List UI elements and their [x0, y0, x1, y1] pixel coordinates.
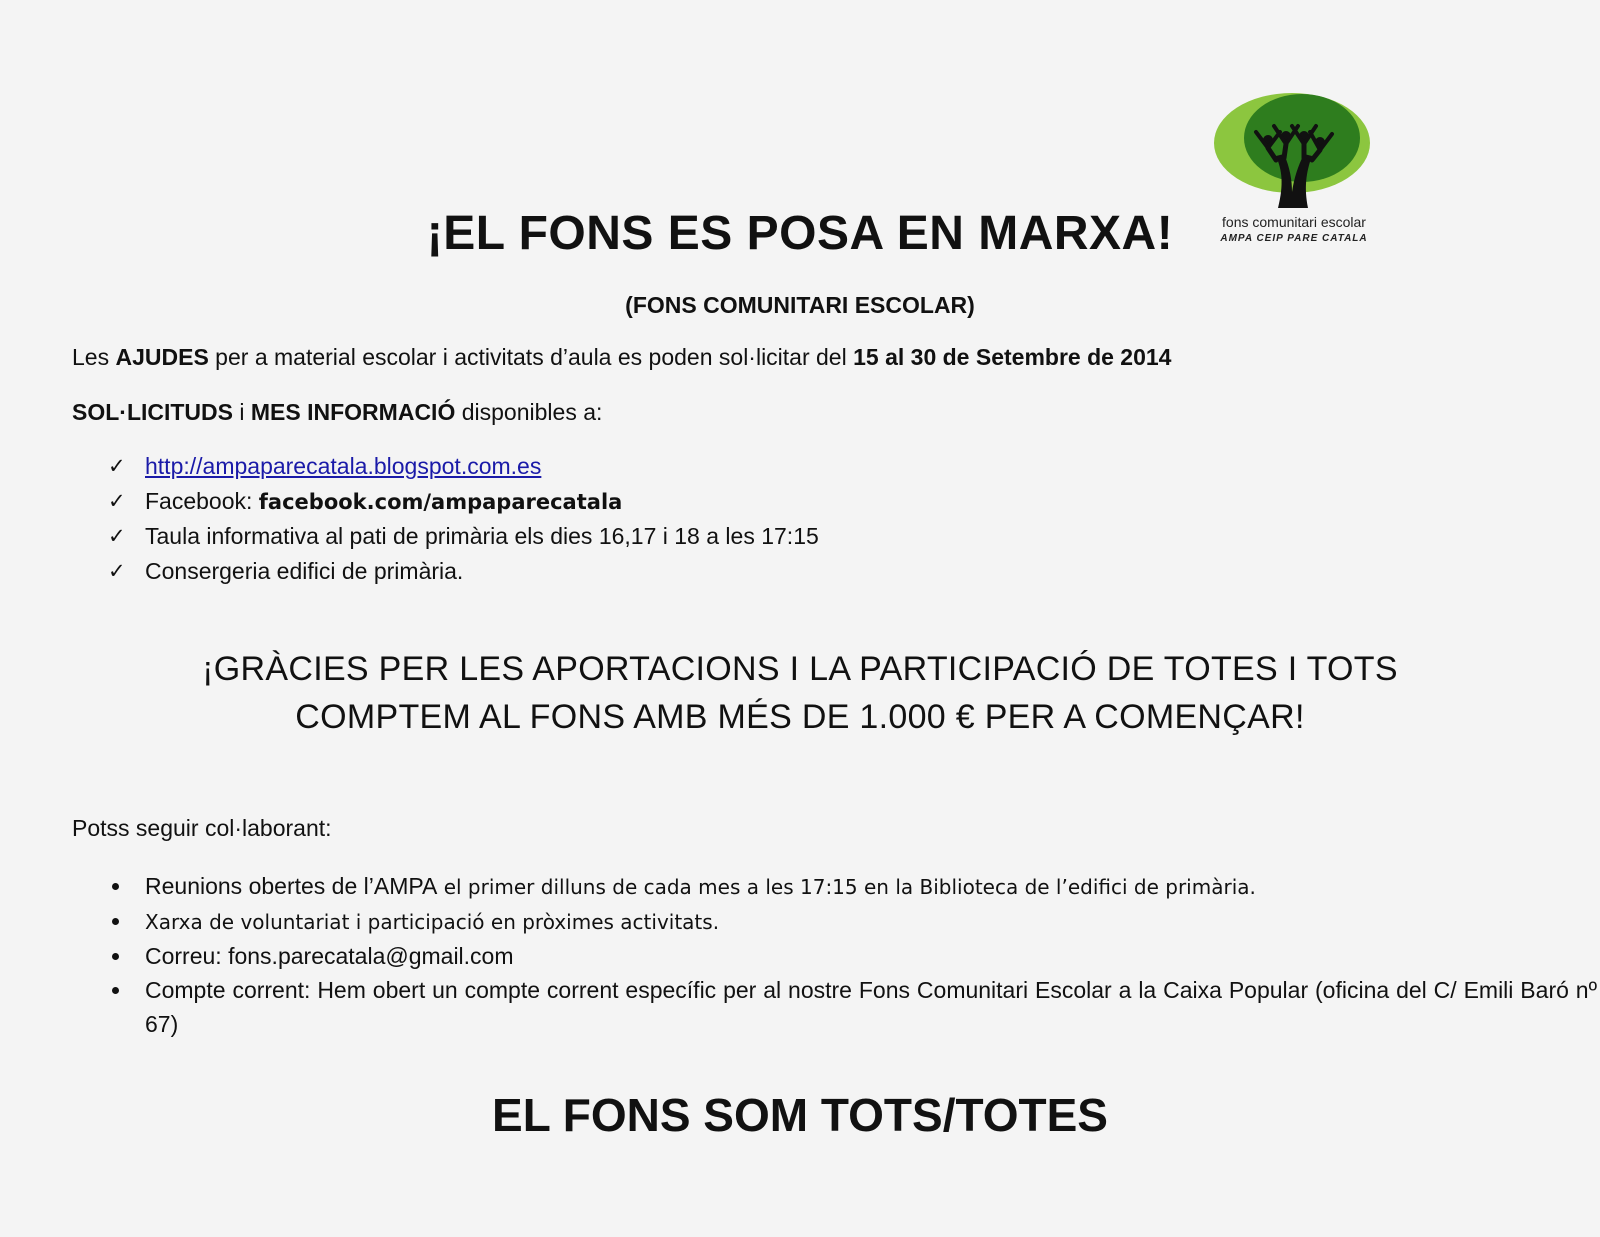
intro-text: per a material escolar i activitats d’aula es poden sol·licitar del	[208, 344, 854, 370]
intro-bold-ajudes: AJUDES	[115, 344, 209, 370]
thanks-line-1: ¡GRÀCIES PER LES APORTACIONS I LA PARTICIPACIÓ DE TOTES I TOTS	[202, 650, 1398, 688]
compte-text: Compte corrent: Hem obert un compte corrent específic per al nostre Fons Comunitari Escolar a la Caixa Popular (oficina del C/ Emili Baró nº 67)	[145, 977, 1597, 1037]
facebook-label: Facebook:	[145, 488, 259, 514]
check-icon: ✓	[108, 455, 126, 478]
collab-intro: Potss seguir col·laborant:	[72, 815, 332, 841]
check-icon: ✓	[108, 560, 126, 583]
consergeria-text: Consergeria edifici de primària.	[145, 558, 464, 584]
thanks-line-2: COMPTEM AL FONS AMB MÉS DE 1.000 € PER A COMENÇAR!	[295, 698, 1305, 736]
bullet-icon	[112, 918, 119, 925]
reunions-detail: el primer dilluns de cada mes a les 17:15 en la Biblioteca de l’edifici de primària.	[437, 875, 1256, 899]
logo-text-sub: AMPA CEIP PARE CATALA	[1220, 233, 1368, 244]
page-title: ¡EL FONS ES POSA EN MARXA!	[426, 207, 1174, 260]
logo-text-main: fons comunitari escolar	[1222, 214, 1366, 230]
xarxa-text: Xarxa de voluntariat i participació en pròximes activitats.	[145, 910, 720, 934]
info-text: i	[233, 399, 251, 425]
tree-logo-icon	[1212, 88, 1376, 212]
availability-list	[72, 449, 819, 589]
list-item	[72, 554, 819, 589]
taula-text: Taula informativa al pati de primària els dies 16,17 i 18 a les 17:15	[145, 523, 819, 549]
list-item	[72, 869, 1597, 904]
bullet-icon	[112, 987, 119, 994]
correu-text: Correu: fons.parecatala@gmail.com	[145, 943, 514, 969]
blog-link[interactable]: http://ampaparecatala.blogspot.com.es	[145, 453, 542, 479]
ajudes-paragraph	[72, 344, 1171, 371]
bullet-icon	[112, 953, 119, 960]
intro-text: Les	[72, 344, 116, 370]
closing-title: EL FONS SOM TOTS/TOTES	[492, 1089, 1108, 1141]
list-item	[72, 449, 819, 484]
list-item	[72, 484, 819, 519]
info-text: disponibles a:	[455, 399, 603, 425]
collab-list	[72, 869, 1597, 1041]
list-item	[72, 973, 1597, 1041]
bullet-icon	[112, 883, 119, 890]
intro-bold-dates: 15 al 30 de Setembre de 2014	[853, 344, 1172, 370]
info-bold-informacio: MES INFORMACIÓ	[250, 399, 456, 425]
check-icon: ✓	[108, 490, 126, 513]
reunions-text: Reunions obertes de l’AMPA	[145, 873, 438, 899]
list-item	[72, 904, 1597, 939]
facebook-value: facebook.com/ampaparecatala	[258, 490, 623, 514]
check-icon: ✓	[108, 525, 126, 548]
list-item	[72, 939, 1597, 973]
page-subtitle: (FONS COMUNITARI ESCOLAR)	[625, 292, 975, 318]
info-paragraph	[72, 399, 602, 426]
list-item	[72, 519, 819, 554]
info-bold-sollicituds: SOL·LICITUDS	[72, 399, 233, 425]
